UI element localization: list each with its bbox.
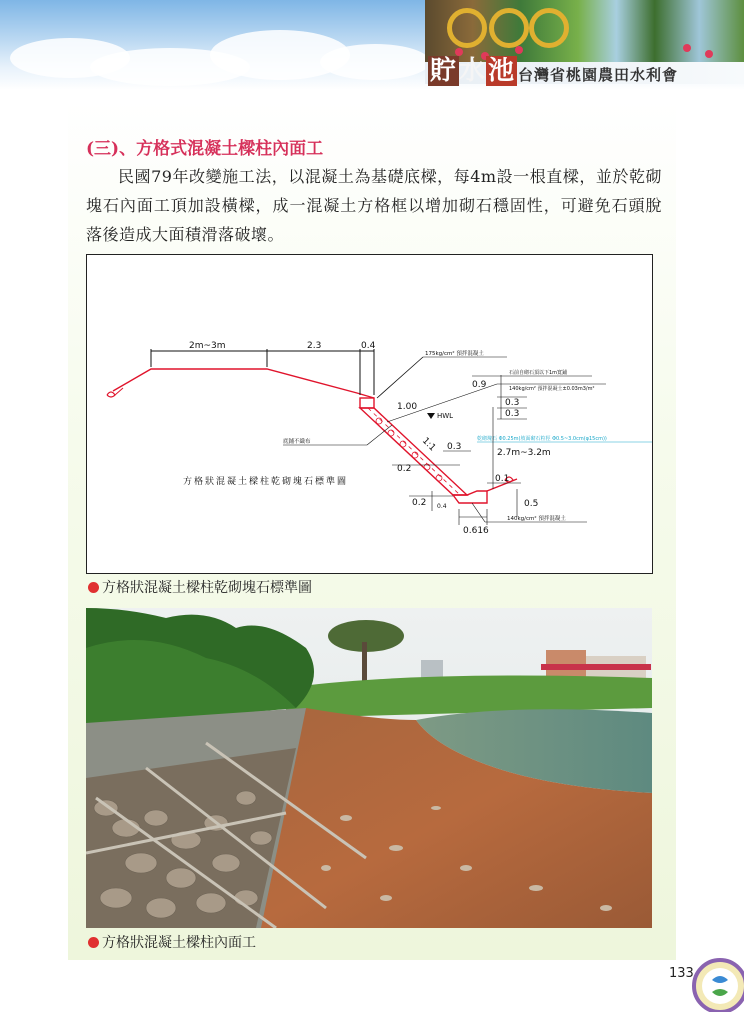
diagram-inner-title: 方格狀混凝土樑柱乾砌塊石標準圖 bbox=[183, 477, 349, 487]
dim-02a: 0.2 bbox=[397, 464, 412, 474]
dim-03c: 0.3 bbox=[447, 442, 462, 452]
photo-caption bbox=[88, 932, 256, 952]
note-c140-top: 140kg/cm² 預拌混凝土±0.03m3/m² bbox=[509, 386, 595, 392]
note-filter: 底鋪不織布 bbox=[283, 439, 311, 445]
note-c175: 175kg/cm² 預拌混凝土 bbox=[425, 351, 484, 357]
dim-100: 1.00 bbox=[397, 402, 418, 412]
reservoir-photo bbox=[86, 608, 652, 928]
photo-svg bbox=[86, 608, 652, 928]
note-stone-top: 石前自砌石頂以下1m寬鋪 bbox=[509, 370, 568, 376]
dim-top-mid: 2.3 bbox=[307, 341, 322, 351]
dim-0616: 0.616 bbox=[463, 526, 489, 536]
header-title-char-2: 水 bbox=[459, 56, 487, 86]
header-title-char-3: 池 bbox=[488, 56, 516, 86]
header-organization: 台灣省桃園農田水利會 bbox=[518, 66, 679, 84]
section-title: (三)、方格式混凝土樑柱內面工 bbox=[86, 139, 324, 159]
note-drainage: 乾砌塊石 Φ0.25m(坡面砌石粒徑 Φ0.5~3.0cm(φ15cm)) bbox=[477, 436, 607, 442]
dim-04: 0.4 bbox=[437, 503, 447, 510]
hwl-marker bbox=[427, 413, 435, 419]
page-header bbox=[0, 0, 744, 90]
dim-02b: 0.2 bbox=[412, 498, 427, 508]
dim-03a: 0.3 bbox=[505, 398, 520, 408]
dim-27: 2.7m~3.2m bbox=[497, 448, 551, 458]
section-paragraph: 民國79年改變施工法，以混凝土為基礎底樑，每4m設一根直樑，並於乾砌塊石內面工頂加設橫樑，成一混凝土方格框以增加砌石穩固性，可避免石頭脫落後造成大面積滑落破壞。 bbox=[86, 167, 662, 244]
leader-c175 bbox=[377, 357, 423, 398]
dim-top-small: 0.4 bbox=[361, 341, 376, 351]
dim-05: 0.5 bbox=[524, 499, 539, 509]
leader-c140-bottom-diag bbox=[472, 503, 485, 522]
diagram-caption bbox=[88, 577, 312, 597]
header-title-char-1: 貯 bbox=[430, 56, 458, 86]
dim-top-width: 2m~3m bbox=[189, 341, 226, 351]
top-beam bbox=[360, 398, 374, 408]
slope-label: 1:1 bbox=[419, 436, 438, 454]
organization-logo-icon bbox=[688, 952, 744, 1012]
page-number: 133 bbox=[669, 966, 694, 981]
ground-profile-line bbox=[113, 369, 374, 398]
dim-09: 0.9 bbox=[472, 380, 487, 390]
note-c140-bottom: 140kg/cm² 預拌混凝土 bbox=[507, 516, 566, 522]
header-title bbox=[428, 50, 517, 87]
hwl-label: HWL bbox=[437, 412, 454, 420]
dim-03b: 0.3 bbox=[505, 409, 520, 419]
diagram-svg bbox=[87, 255, 652, 573]
bullet-dot bbox=[88, 582, 99, 593]
photo-caption-text: 方格狀混凝土樑柱內面工 bbox=[102, 935, 256, 951]
ground-symbol-left bbox=[107, 392, 115, 397]
engineering-diagram bbox=[86, 254, 653, 574]
bullet-dot bbox=[88, 937, 99, 948]
diagram-caption-text: 方格狀混凝土樑柱乾砌塊石標準圖 bbox=[102, 580, 312, 596]
dim-01: 0.1 bbox=[495, 474, 510, 484]
